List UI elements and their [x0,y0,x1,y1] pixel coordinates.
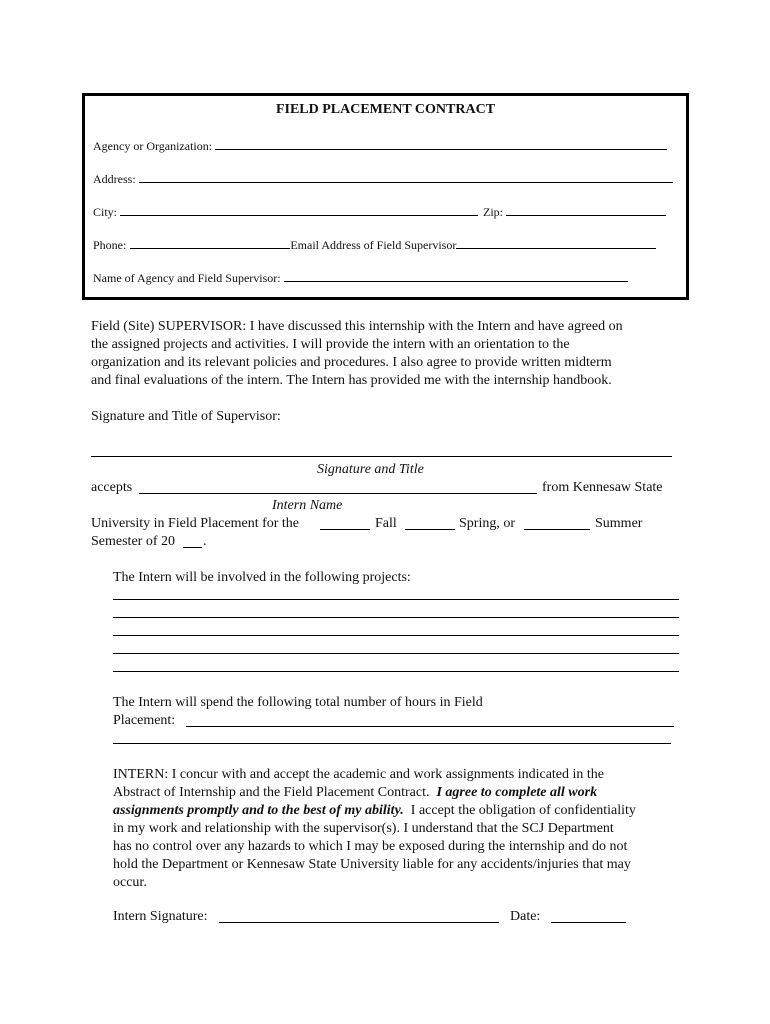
email-label: Email Address of Field Supervisor [290,238,457,252]
contract-title: FIELD PLACEMENT CONTRACT [275,102,496,117]
intern-line-3 [113,802,636,819]
intern-commitment-text: I agree to complete all work [436,785,598,800]
phone-label: Phone: [93,238,127,252]
intern-line-6: hold the Department or Kennesaw State University liable for any accidents/injuries that may [113,857,631,872]
zip-label: Zip: [483,205,504,219]
intern-line-4: in my work and relationship with the supervisor(s). I understand that the SCJ Department [113,821,614,836]
project-line[interactable] [113,635,679,636]
supervisor-line-2: the assigned projects and activities. I will provide the intern with an orientation to the [91,337,570,352]
intern-line-2 [113,784,597,801]
contract-box [82,93,689,300]
address-row [93,171,673,186]
intern-line-5: has no control over any hazards to which I may be exposed during the internship and do not [113,839,628,854]
placement-label: Placement: [113,713,176,728]
intern-signature-line[interactable] [219,922,499,923]
city-field[interactable] [120,204,478,216]
hours-line-2[interactable] [113,743,671,744]
address-label: Address: [93,172,136,186]
phone-field[interactable] [130,237,290,249]
date-label: Date: [510,909,541,924]
date-line[interactable] [551,922,626,923]
project-line[interactable] [113,617,679,618]
supervisor-line-4: and final evaluations of the intern. The Intern has provided me with the internship handbook. [91,373,612,388]
signature-caption: Signature and Title [317,462,424,477]
spring-blank[interactable] [405,529,455,530]
agency-label: Agency or Organization: [93,139,213,153]
intern-name-line[interactable] [139,493,537,494]
fall-label: Fall [375,516,397,531]
summer-label: Summer [595,516,643,531]
intern-commitment-text-2: assignments promptly and to the best of my ability. [113,803,404,818]
hours-line[interactable] [186,726,674,727]
project-line[interactable] [113,671,679,672]
semester-label: Semester of 20 [91,534,175,549]
project-line[interactable] [113,653,679,654]
name-field[interactable] [284,270,628,282]
semester-period: . [203,534,207,549]
email-field[interactable] [456,237,656,249]
project-line[interactable] [113,599,679,600]
intern-line-3-text: I accept the obligation of confidentiality [410,803,636,818]
supervisor-signature-label: Signature and Title of Supervisor: [91,409,281,424]
from-ksu-label: from Kennesaw State [542,480,663,495]
city-label: City: [93,205,118,219]
fall-blank[interactable] [320,529,370,530]
supervisor-line-3: organization and its relevant policies and procedures. I also agree to provide written midterm [91,355,612,370]
agency-field[interactable] [215,138,667,150]
university-label: University in Field Placement for the [91,516,300,531]
intern-line-7: occur. [113,875,147,890]
address-field[interactable] [139,171,673,183]
name-label: Name of Agency and Field Supervisor: [93,271,281,285]
agency-row [93,138,667,153]
supervisor-signature-line[interactable] [91,456,672,457]
intern-line-2-text: Abstract of Internship and the Field Placement Contract. [113,785,430,800]
intern-name-caption: Intern Name [272,498,343,513]
city-row [93,204,666,219]
zip-field[interactable] [506,204,666,216]
semester-year-blank[interactable] [183,547,202,548]
phone-row [93,237,656,252]
hours-label: The Intern will spend the following total number of hours in Field [113,695,483,710]
supervisor-line-1: Field (Site) SUPERVISOR: I have discussed this internship with the Intern and have agreed on [91,319,623,334]
intern-signature-label: Intern Signature: [113,909,208,924]
intern-line-1: INTERN: I concur with and accept the academic and work assignments indicated in the [113,767,604,782]
accepts-label: accepts [91,480,133,495]
projects-label: The Intern will be involved in the following projects: [113,570,411,585]
summer-blank[interactable] [524,529,590,530]
spring-label: Spring, or [459,516,515,531]
name-row [93,270,628,285]
